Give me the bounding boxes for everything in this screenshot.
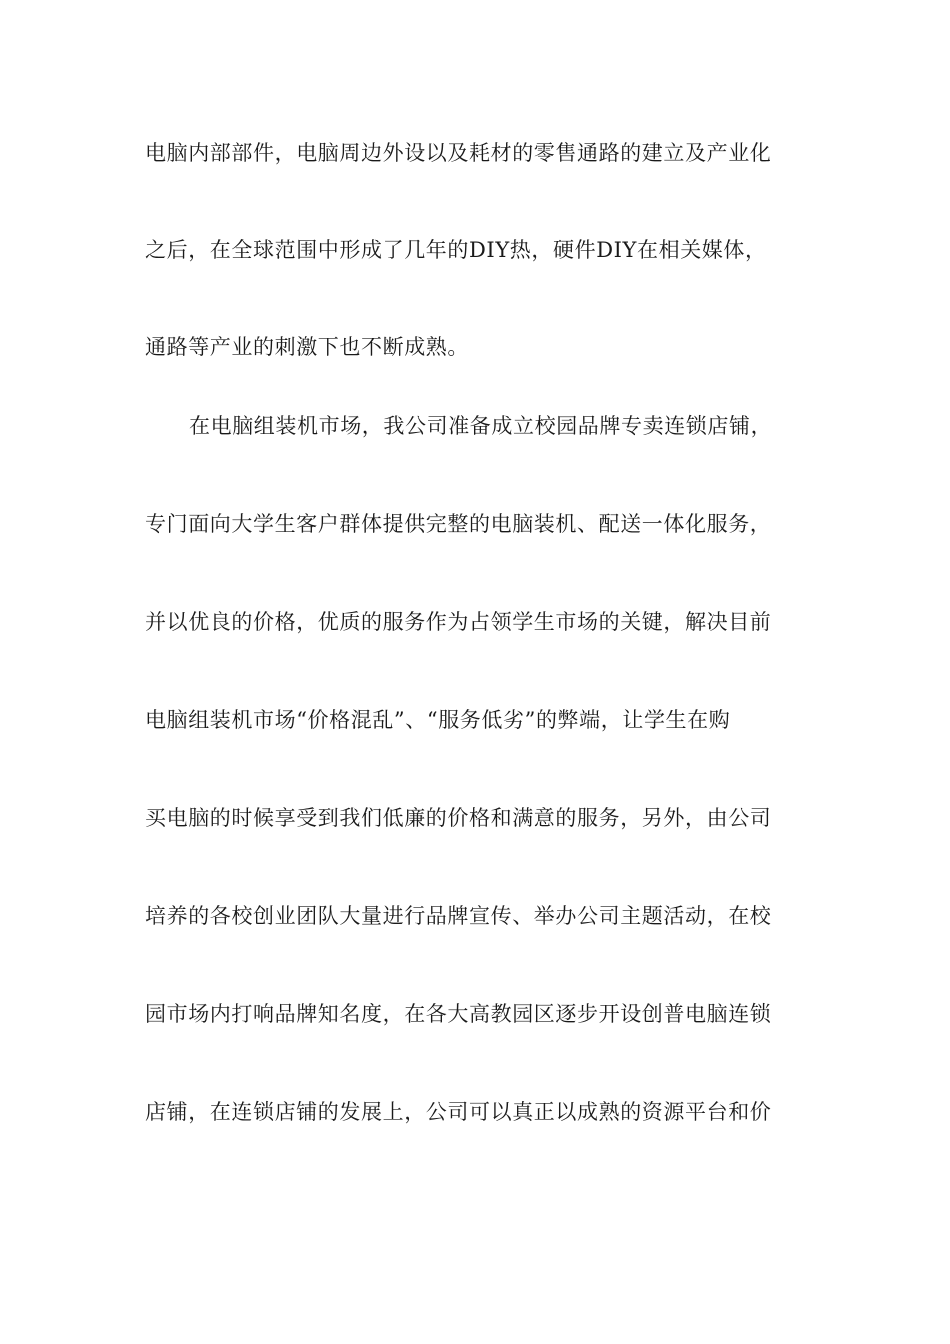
text-line: 店铺，在连锁店铺的发展上，公司可以真正以成熟的资源平台和价: [145, 1100, 772, 1124]
text-line: 专门面向大学生客户群体提供完整的电脑装机、配送一体化服务，: [145, 512, 772, 536]
text-line: 电脑内部部件，电脑周边外设以及耗材的零售通路的建立及产业化: [145, 141, 772, 165]
text-line: 园市场内打响品牌知名度，在各大高教园区逐步开设创普电脑连锁: [145, 1002, 772, 1026]
text-line: 电脑组装机市场“价格混乱”、“服务低劣”的弊端，让学生在购: [145, 708, 731, 732]
text-line: 买电脑的时候享受到我们低廉的价格和满意的服务，另外，由公司: [145, 806, 772, 830]
text-line: 之后，在全球范围中形成了几年的DIY热，硬件DIY在相关媒体，: [145, 238, 767, 262]
paragraph-first-line: 在电脑组装机市场，我公司准备成立校园品牌专卖连锁店铺，: [189, 414, 773, 438]
text-line: 通路等产业的刺激下也不断成熟。: [145, 335, 469, 359]
text-line: 并以优良的价格，优质的服务作为占领学生市场的关键，解决目前: [145, 610, 772, 634]
text-line: 培养的各校创业团队大量进行品牌宣传、举办公司主题活动，在校: [145, 904, 772, 928]
